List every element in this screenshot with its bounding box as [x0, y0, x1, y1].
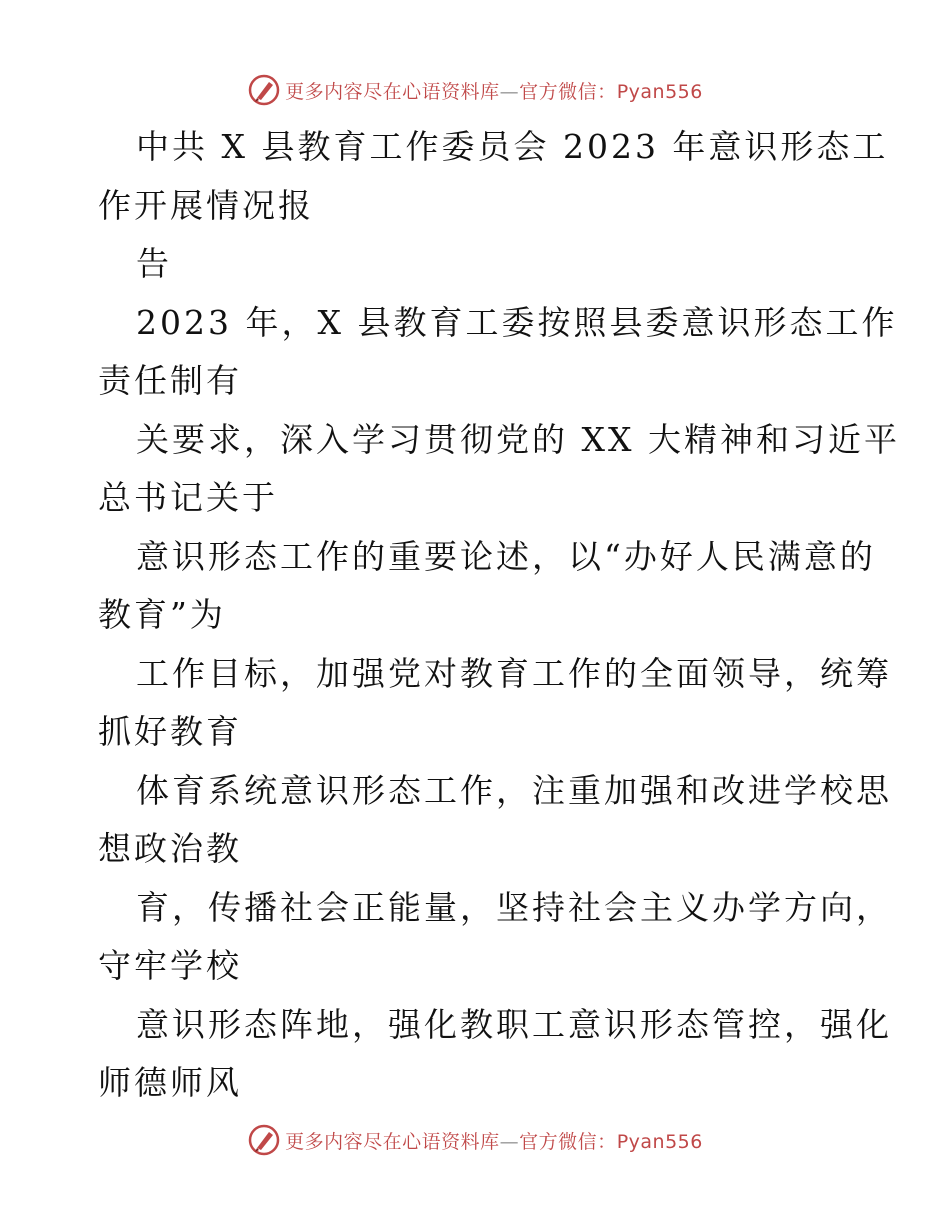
text-line: 想政治教	[98, 829, 242, 868]
header-watermark	[0, 70, 950, 110]
watermark-text: 更多内容尽在心语资料库—官方微信：Pyan556	[285, 80, 703, 103]
text-line: 意识形态工作的重要论述，以“办好人民满意的	[136, 536, 876, 576]
text-line: 总书记关于	[98, 478, 278, 517]
text-line: 体育系统意识形态工作，注重加强和改进学校思	[136, 770, 892, 810]
document-body	[98, 118, 900, 1113]
pen-logo-icon	[247, 73, 281, 107]
text-line: 责任制有	[98, 361, 242, 400]
text-line: 中共 X 县教育工作委员会 2023 年意识形态工	[136, 127, 889, 166]
watermark-text: 更多内容尽在心语资料库—官方微信：Pyan556	[285, 1130, 703, 1153]
text-line: 教育”为	[98, 595, 226, 634]
text-line: 师德师风	[98, 1063, 242, 1102]
text-line: 育，传播社会正能量，坚持社会主义办学方向，	[136, 887, 892, 927]
text-line: 意识形态阵地，强化教职工意识形态管控，强化	[136, 1004, 892, 1044]
pen-logo-icon	[247, 1123, 281, 1157]
text-line: 守牢学校	[98, 946, 242, 985]
text-line: 抓好教育	[98, 712, 242, 751]
text-line: 作开展情况报	[98, 185, 314, 225]
footer-watermark	[0, 1120, 950, 1160]
text-line: 关要求，深入学习贯彻党的 XX 大精神和习近平	[136, 419, 900, 459]
text-line: 工作目标，加强党对教育工作的全面领导，统筹	[136, 653, 892, 693]
text-line: 2023 年，X 县教育工委按照县委意识形态工作	[136, 302, 898, 342]
text-line: 告	[136, 244, 172, 283]
